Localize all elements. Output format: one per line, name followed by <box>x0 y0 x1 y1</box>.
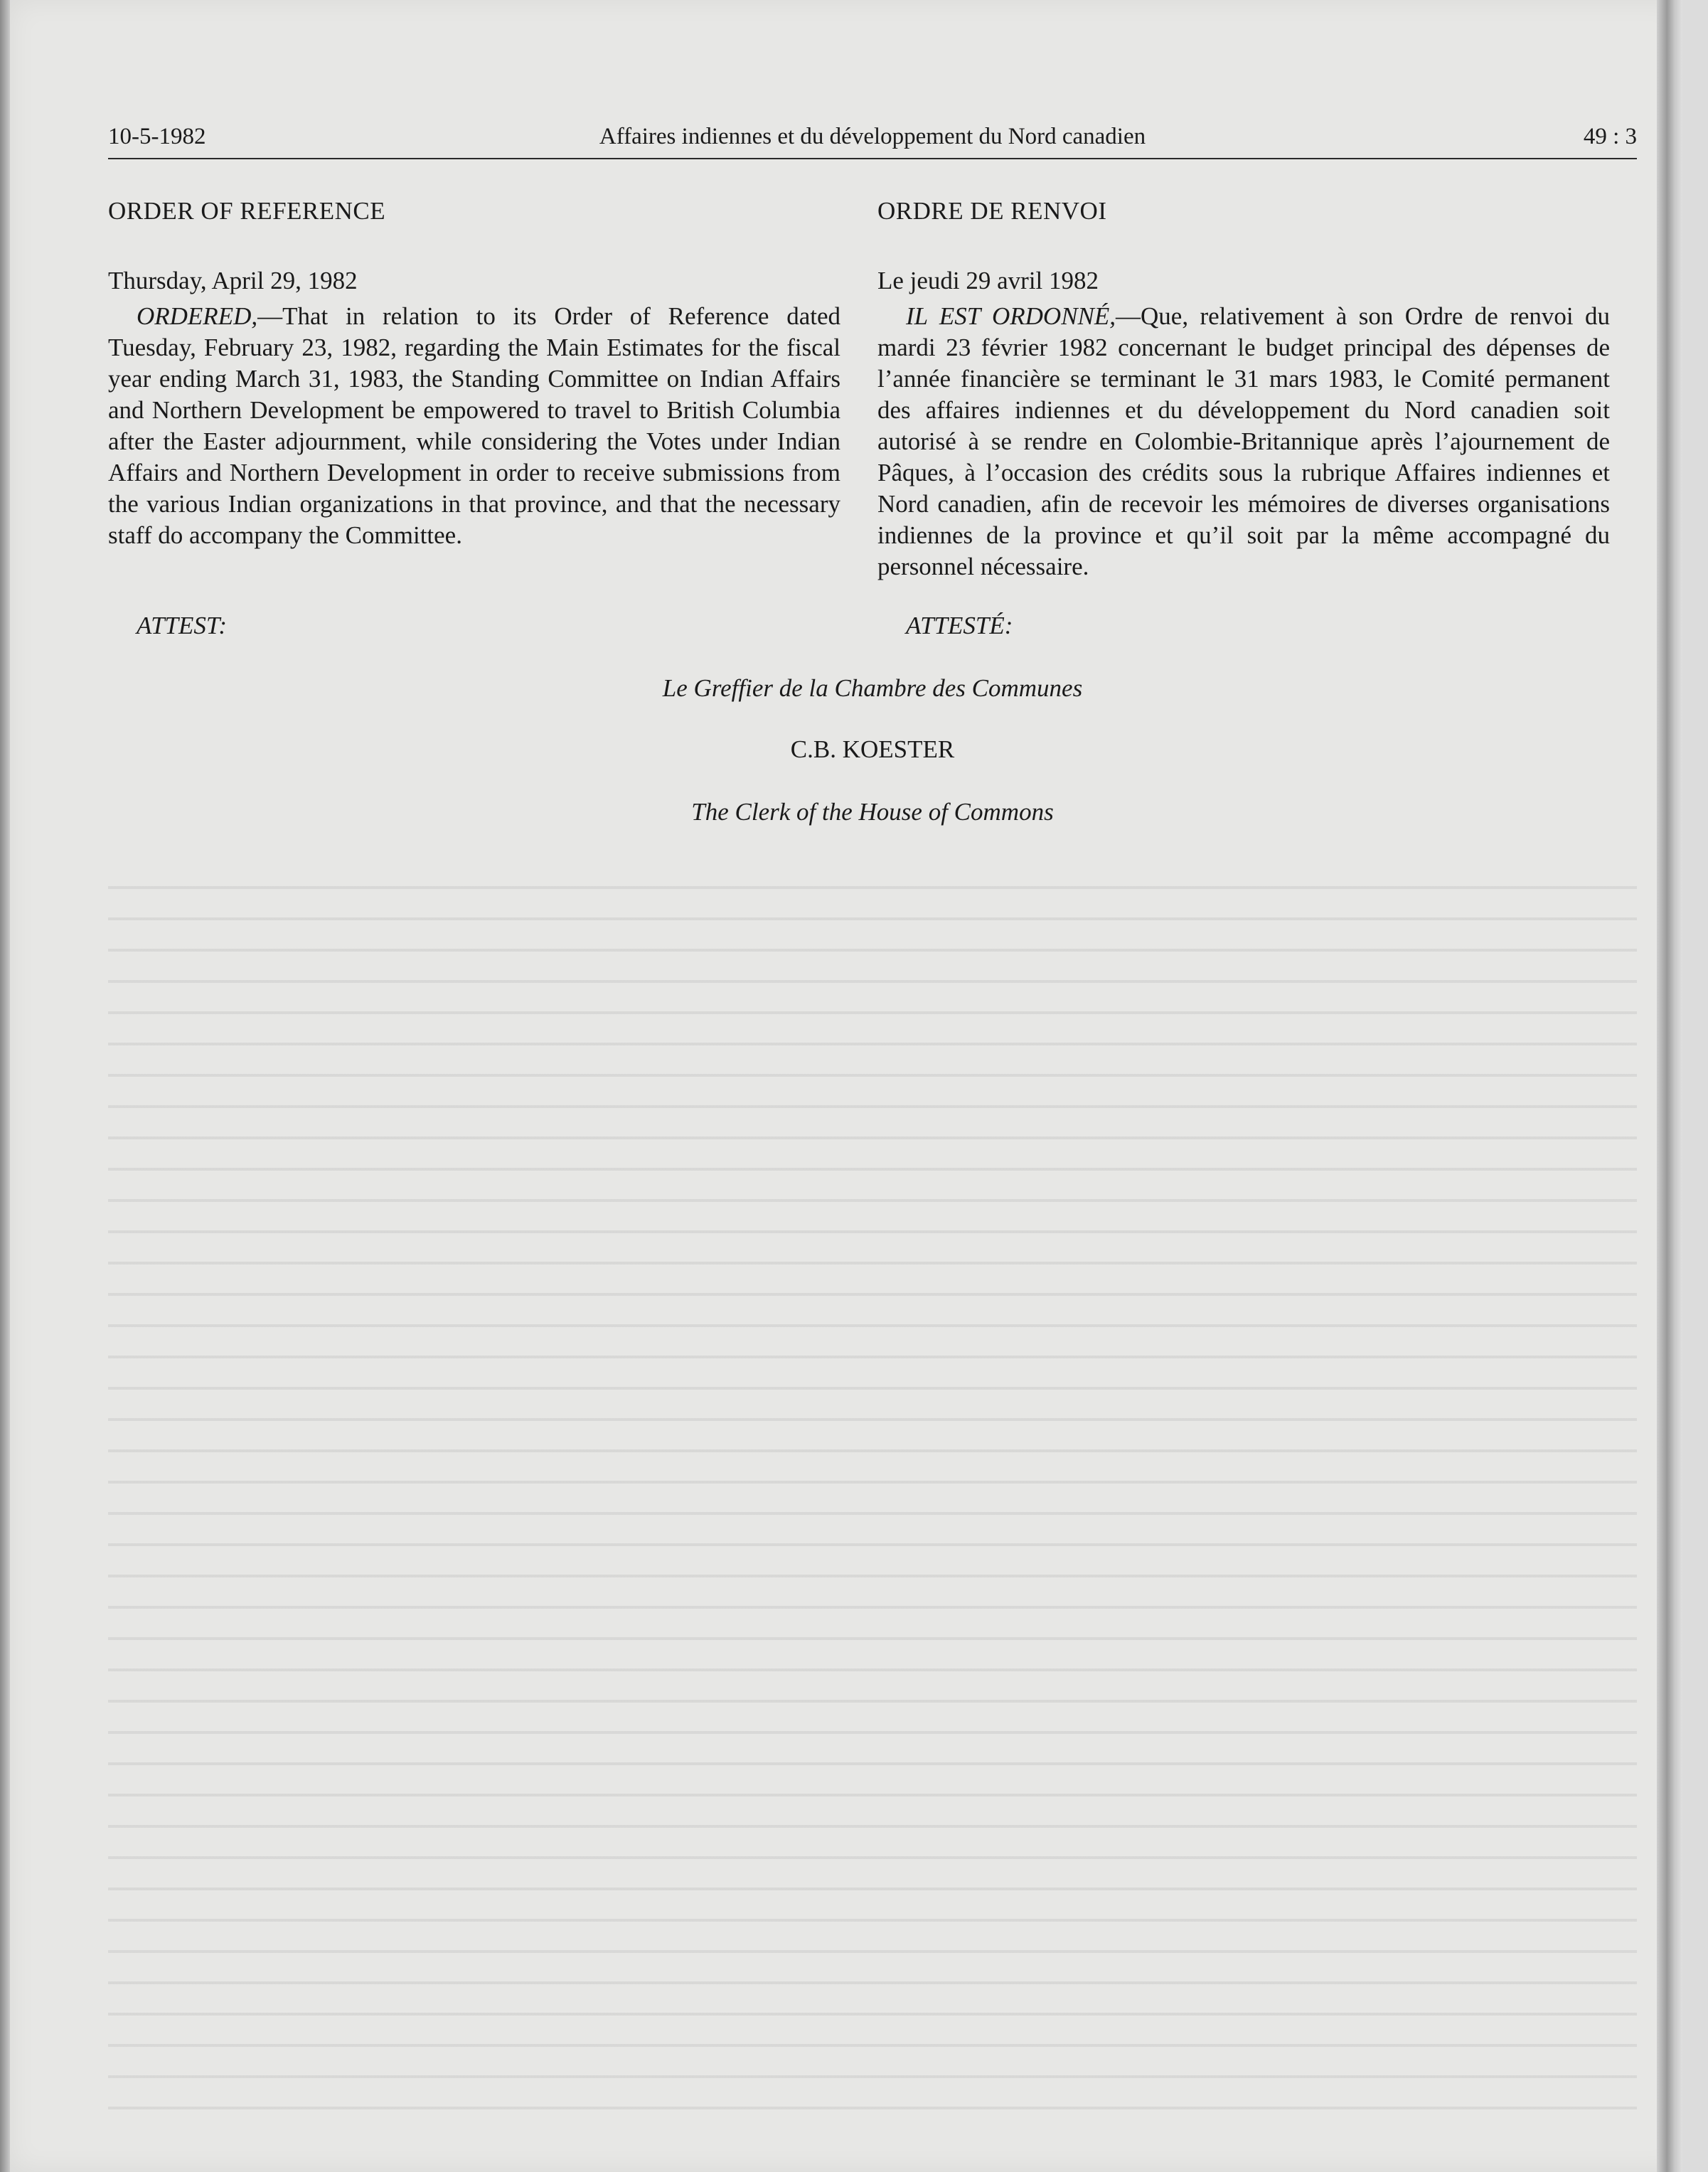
document-page <box>10 0 1682 2172</box>
english-column <box>108 196 840 551</box>
english-date: Thursday, April 29, 1982 <box>108 267 358 294</box>
show-through-texture <box>108 868 1637 2119</box>
english-order-paragraph <box>108 301 840 551</box>
french-order-lead: IL EST ORDONNÉ, <box>906 302 1116 330</box>
running-header <box>108 121 1637 156</box>
header-date: 10-5-1982 <box>108 124 206 149</box>
signature-title-french: Le Greffier de la Chambre des Communes <box>662 674 1083 702</box>
header-title: Affaires indiennes et du développement du Nord canadien <box>599 124 1146 149</box>
english-attest: ATTEST: <box>137 612 228 639</box>
french-column <box>877 196 1610 582</box>
header-page-number: 49 : 3 <box>1583 124 1637 149</box>
french-heading: ORDRE DE RENVOI <box>877 197 1107 225</box>
signature-title-english: The Clerk of the House of Commons <box>691 798 1054 826</box>
english-order-lead: ORDERED, <box>137 302 258 330</box>
signature-name: C.B. KOESTER <box>790 735 955 763</box>
binding-spine <box>1657 0 1682 2172</box>
french-date: Le jeudi 29 avril 1982 <box>877 267 1099 294</box>
page-left-edge <box>0 0 10 2172</box>
english-heading: ORDER OF REFERENCE <box>108 197 386 225</box>
french-order-paragraph <box>877 301 1610 582</box>
french-order-text: —Que, relativement à son Ordre de renvoi du mardi 23 février 1982 concernant le budget principal des dépenses de l’année financière se terminant le 31 mars 1983, le Comité permanent des affaires indiennes et du développement du Nord canadien soit autorisé à se rendre en Colombie-Britannique après l’ajournement de Pâques, à l’occasion des crédits sous la rubrique Affaires indiennes et Nord canadien, afin de recevoir les mémoires de diverses organisations indiennes de la province et qu’il soit par la même accompagné du personnel nécessaire. <box>877 302 1611 580</box>
header-rule <box>108 158 1637 159</box>
french-attest: ATTESTÉ: <box>906 612 1013 639</box>
english-order-text: —That in relation to its Order of Reference dated Tuesday, February 23, 1982, regarding the Main Estimates for the fiscal year ending March 31, 1983, the Standing Committee on Indian Affairs and Northern Development be empowered to travel to British Columbia after the Easter adjournment, while considering the Votes under Indian Affairs and Northern Development in order to receive submissions from the various Indian organizations in that province, and that the necessary staff do accompany the Committee. <box>108 302 840 549</box>
